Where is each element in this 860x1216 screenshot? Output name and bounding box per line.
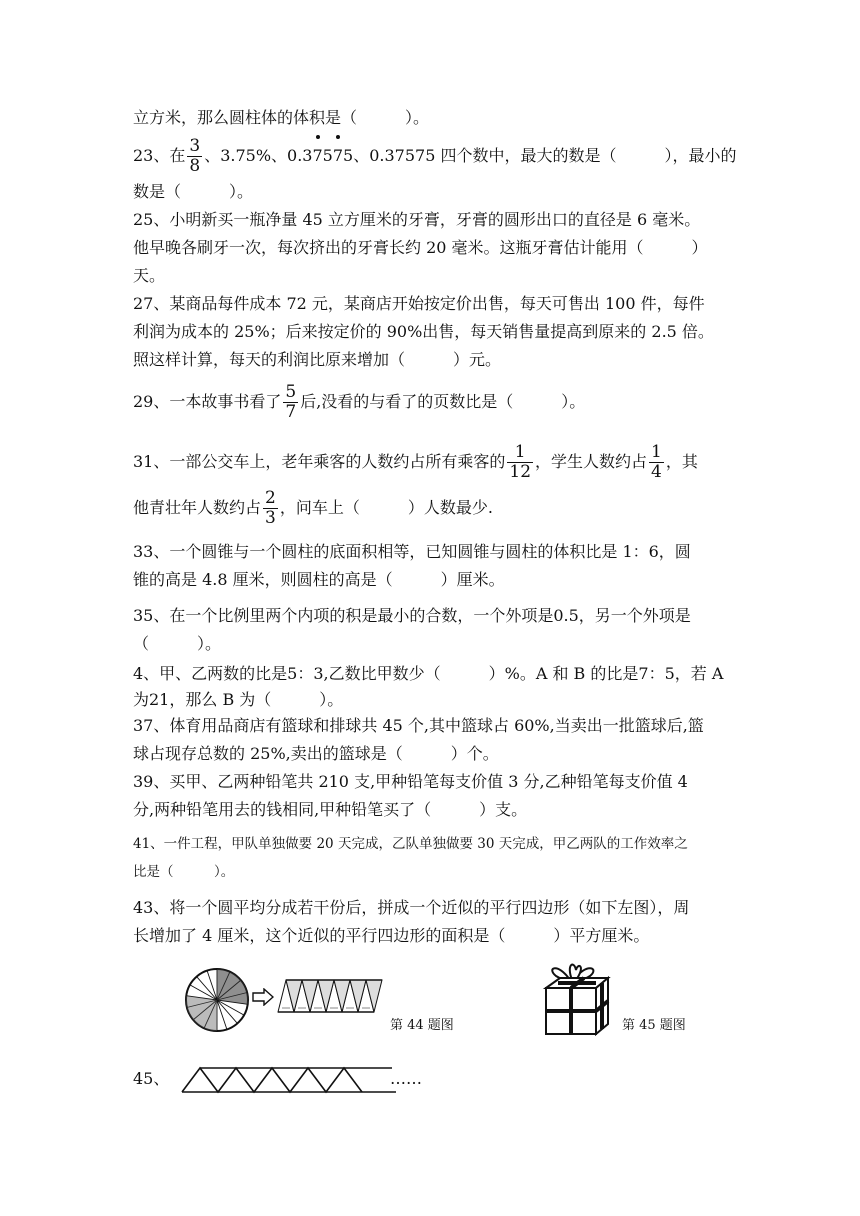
question-45-triangle-strip [180,1066,400,1096]
fraction-2-3: $\frac{2}{3}$ [265,488,276,528]
question-33-line2: 锥的高是 4.8 厘米，则圆柱的高是（ ）厘米。 [133,570,505,589]
question-25-line1: 25、小明新买一瓶净量 45 立方厘米的牙膏，牙膏的圆形出口的直径是 6 毫米。 [133,210,701,229]
question-33-line1: 33、一个圆锥与一个圆柱的底面积相等，已知圆锥与圆柱的体积比是 1：6，圆 [133,542,691,561]
fraction-1-12: $\frac{1}{12}$ [509,442,532,482]
question-43-line2: 长增加了 4 厘米，这个近似的平行四边形的面积是（ ）平方厘米。 [133,926,650,945]
question-31-line1: 31、一部公交车上，老年乘客的人数约占所有乘客的 $\frac{1}{12}$ ，学生人数约占 $\frac{1}{4}$ ，其 [133,442,698,482]
question-27-line1: 27、某商品每件成本 72 元，某商店开始按定价出售，每天可售出 100 件，每件 [133,294,705,313]
fraction-3-8: $\frac{3}{8}$ [189,136,201,176]
question-23-line1: 23、在 $\frac{3}{8}$ 、3.75%、0.37575、0.37575 四个数中，最大的数是（ ），最小的 [133,136,737,176]
question-25-line3: 天。 [133,266,166,285]
question-4-line1: 4、甲、乙两数的比是5：3,乙数比甲数少（ ）%。A 和 B 的比是7：5，若 A [133,664,724,683]
question-continuation: 立方米，那么圆柱体的体积是（ ）。 [133,108,430,127]
figure-44-parallelogram [274,976,388,1016]
question-45-label: 45、 [133,1069,170,1088]
question-23-line2: 数是（ ）。 [133,182,254,201]
repeating-digit-dot: 7 [312,141,322,171]
figure-45-gift-box [540,958,612,1038]
repeating-digit-dot: 7 [333,141,343,171]
question-37-line1: 37、体育用品商店有篮球和排球共 45 个,其中篮球占 60%,当卖出一批篮球后,篮 [133,716,704,735]
question-27-line2: 利润为成本的 25%；后来按定价的 90%出售，每天销售量提高到原来的 2.5 倍。 [133,322,714,341]
question-35-line2: （ ）。 [133,634,222,653]
fraction-1-4: $\frac{1}{4}$ [651,442,662,482]
fraction-5-7: $\frac{5}{7}$ [285,382,297,422]
question-29: 29、一本故事书看了 $\frac{5}{7}$ 后,没看的与看了的页数比是（ ）。 [133,382,586,422]
question-43-line1: 43、将一个圆平均分成若干份后，拼成一个近似的平行四边形（如下左图），周 [133,898,690,917]
question-35-line1: 35、在一个比例里两个内项的积是最小的合数，一个外项是0.5，另一个外项是 [133,606,691,625]
question-31-line2: 他青壮年人数约占 $\frac{2}{3}$ ，问车上（ ）人数最少. [133,488,493,528]
question-39-line1: 39、买甲、乙两种铅笔共 210 支,甲种铅笔每支价值 3 分,乙种铅笔每支价值 4 [133,772,688,791]
figure-45-caption: 第 45 题图 [622,1018,686,1033]
question-25-line2: 他早晚各刷牙一次，每次挤出的牙膏长约 20 毫米。这瓶牙膏估计能用（ ） [133,238,708,257]
question-45-ellipsis: …… [390,1069,422,1088]
question-4-line2: 为21，那么 B 为（ ）。 [133,690,344,709]
figure-44-caption: 第 44 题图 [390,1018,454,1033]
question-27-line3: 照这样计算，每天的利润比原来增加（ ）元。 [133,350,502,369]
question-39-line2: 分,两种铅笔用去的钱相同,甲种铅笔买了（ ）支。 [133,800,528,819]
figure-44-arrow [252,988,274,1006]
figure-44-circle [182,965,252,1035]
question-37-line2: 球占现存总数的 25%,卖出的篮球是（ ）个。 [133,744,499,763]
question-41-line1: 41、一件工程，甲队单独做要 20 天完成，乙队单独做要 30 天完成，甲乙两队的工作效率之 [133,836,688,852]
question-41-line2: 比是（ ）。 [133,864,235,880]
